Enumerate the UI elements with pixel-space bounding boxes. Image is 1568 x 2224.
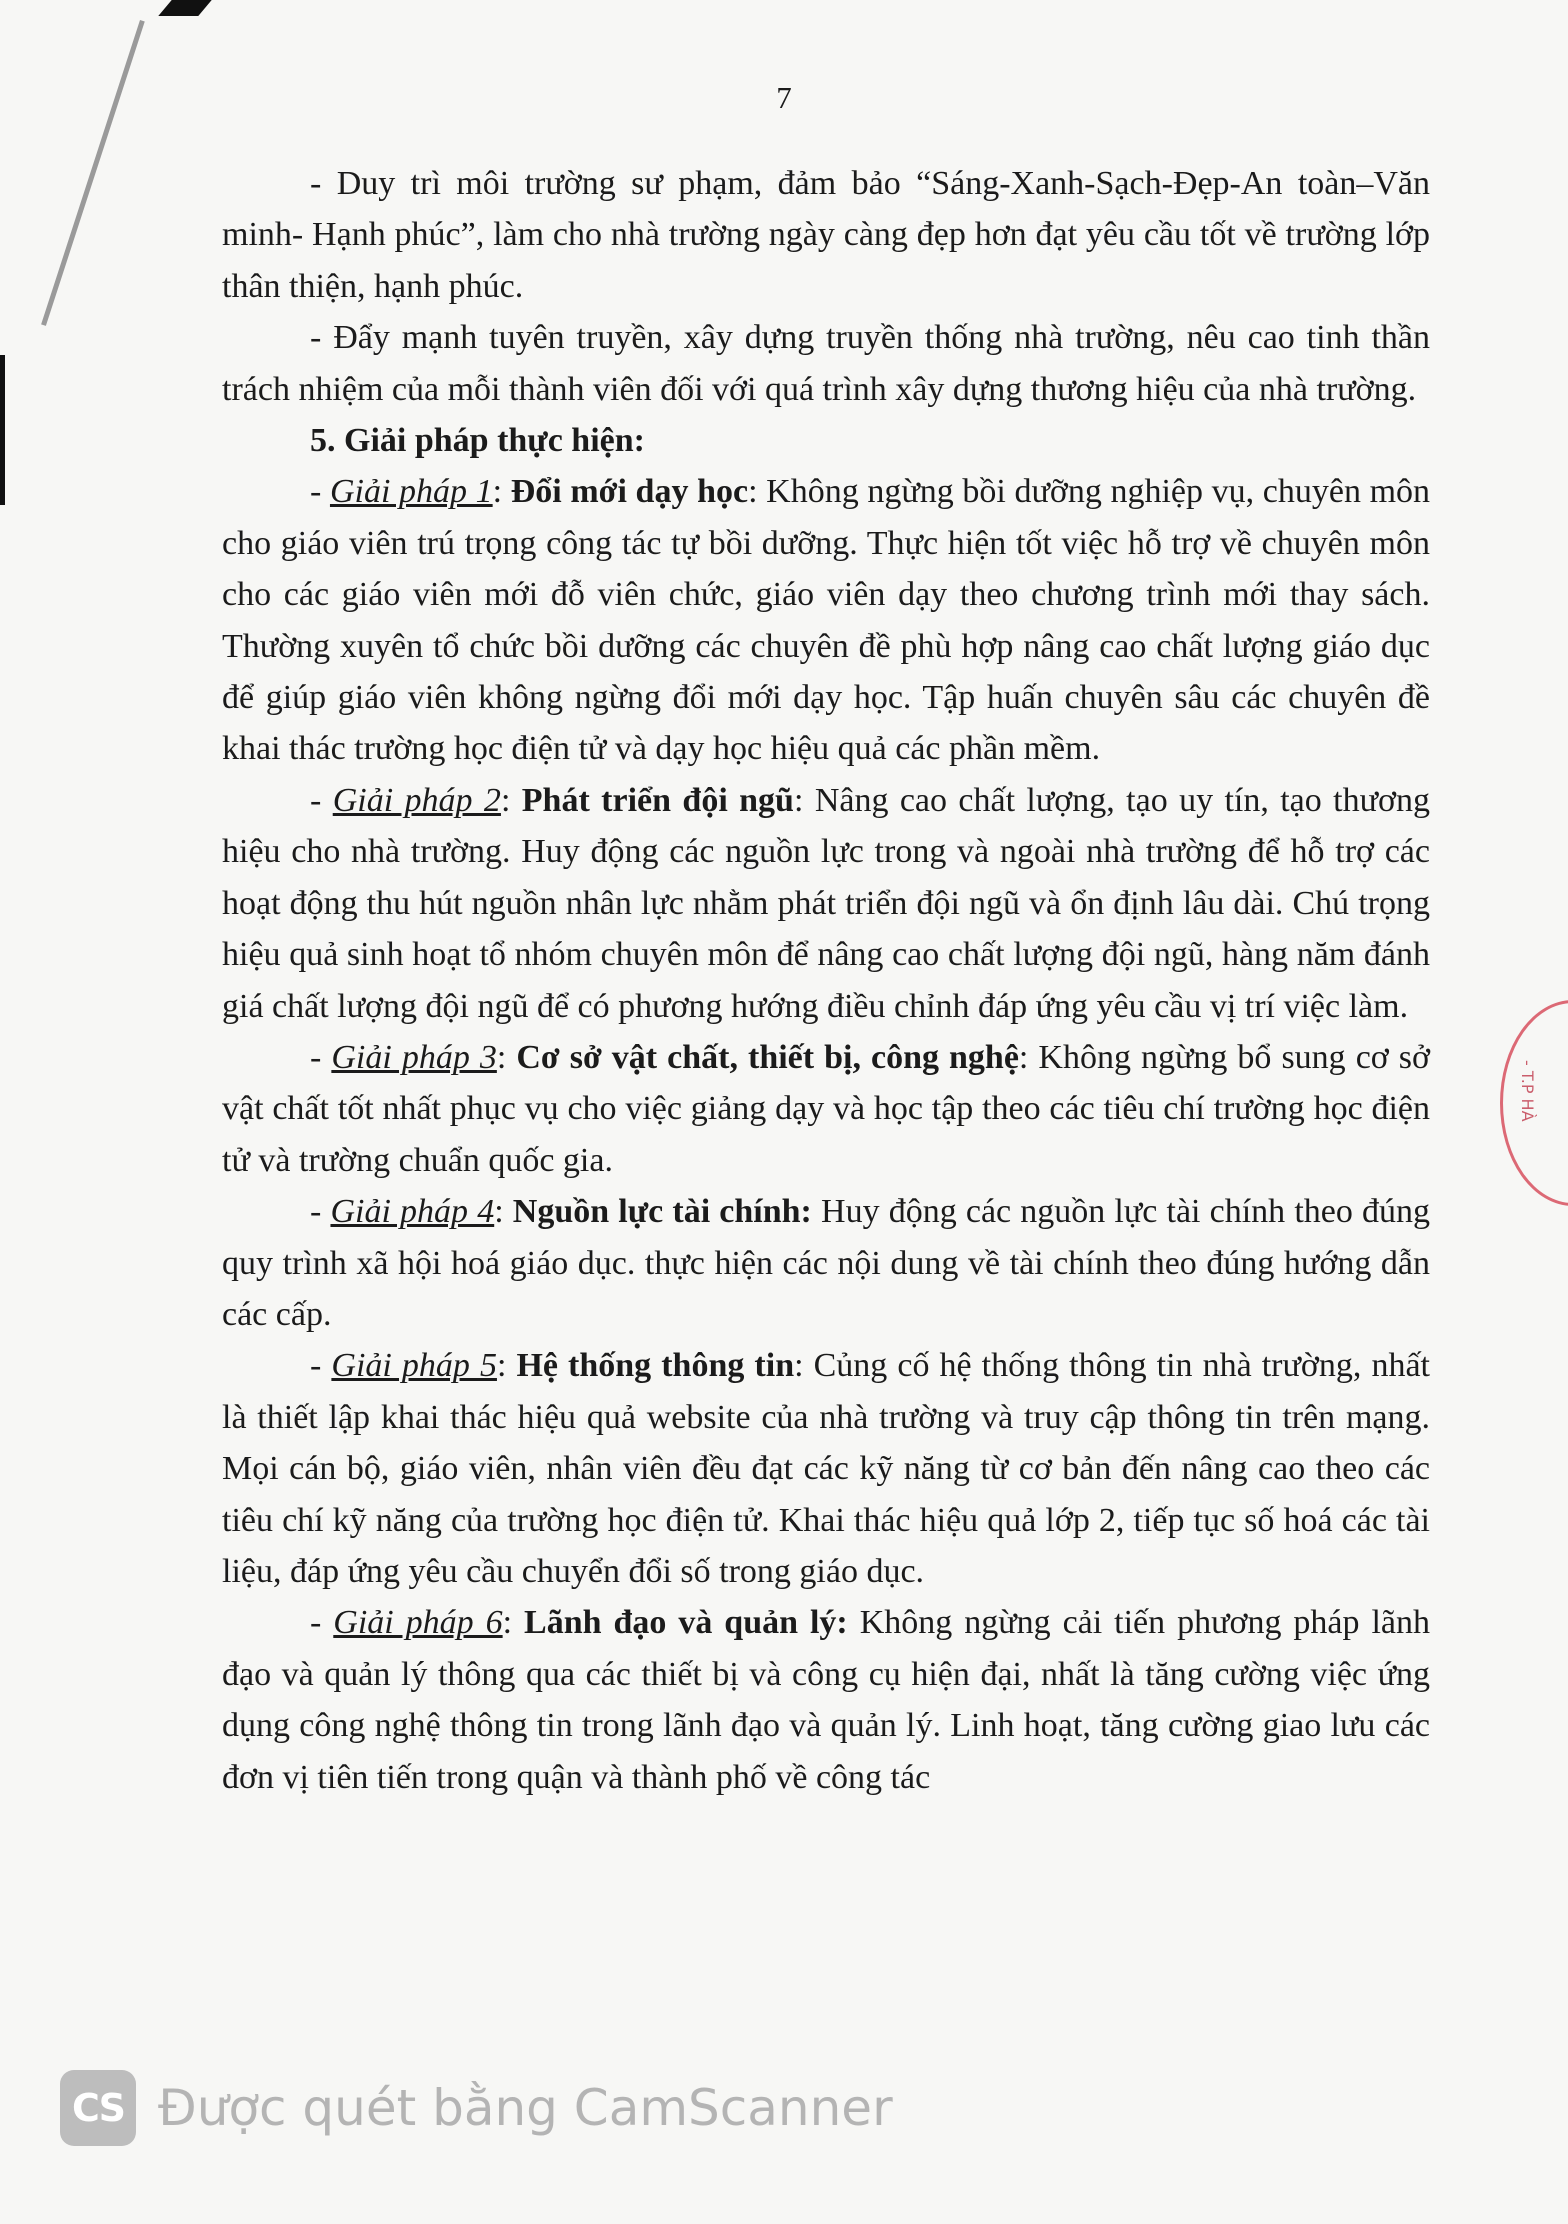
stamp-text: - T.P HÀ xyxy=(1518,1060,1537,1122)
solution-title: Lãnh đạo và quản lý: xyxy=(524,1604,848,1642)
solution-text: Không ngừng cải tiến phương pháp lãnh đạo và quản lý thông qua các thiết bị và công cụ hiện đại, nhất là tăng cường việc ứng dụng công nghệ thông tin trong lãnh đạo và quản lý. Linh hoạt, tăng cường giao lưu các đơn vị tiên tiến trong quận và thành phố về công tác xyxy=(222,1604,1431,1796)
section-heading: 5. Giải pháp thực hiện: xyxy=(310,422,645,460)
solution-paragraph: - Giải pháp 1: Đổi mới dạy học: Không ngừng bồi dưỡng nghiệp vụ, chuyên môn cho giáo viên trú trọng công tác tự bồi dưỡng. Thực hiện tốt việc hỗ trợ về chuyên môn cho các giáo viên mới đỗ viên chức, giáo viên dạy theo chương trình mới thay sách. Thường xuyên tổ chức bồi dưỡng các chuyên đề phù hợp nâng cao chất lượng giáo dục để giúp giáo viên không ngừng đổi mới dạy học. Tập huấn chuyên sâu các chuyên đề khai thác trường học điện tử và dạy học hiệu quả các phần mềm. xyxy=(222,473,1431,768)
solution-text: Không ngừng bồi dưỡng nghiệp vụ, chuyên môn cho giáo viên trú trọng công tác tự bồi dưỡng. Thực hiện tốt việc hỗ trợ về chuyên môn cho các giáo viên mới đỗ viên chức, giáo viên dạy theo chương trình mới thay sách. Thường xuyên tổ chức bồi dưỡng các chuyên đề phù hợp nâng cao chất lượng giáo dục để giúp giáo viên không ngừng đổi mới dạy học. Tập huấn chuyên sâu các chuyên đề khai thác trường học điện tử và dạy học hiệu quả các phần mềm. xyxy=(222,473,1431,768)
solution-paragraph: - Giải pháp 6: Lãnh đạo và quản lý: Không ngừng cải tiến phương pháp lãnh đạo và quản lý thông qua các thiết bị và công cụ hiện đại, nhất là tăng cường việc ứng dụng công nghệ thông tin trong lãnh đạo và quản lý. Linh hoạt, tăng cường giao lưu các đơn vị tiên tiến trong quận và thành phố về công tác xyxy=(222,1604,1431,1796)
solution-text: Củng cố hệ thống thông tin nhà trường, nhất là thiết lập khai thác hiệu quả website của nhà trường và truy cập thông tin trên mạng. Mọi cán bộ, giáo viên, nhân viên đều đạt các kỹ năng từ cơ bản đến nâng cao theo các tiêu chí kỹ năng của trường học điện tử. Khai thác hiệu quả lớp 2, tiếp tục số hoá các tài liệu, đáp ứng yêu cầu chuyển đổi số trong giáo dục. xyxy=(222,1347,1431,1590)
solution-label: Giải pháp 5 xyxy=(331,1347,497,1385)
document-body xyxy=(222,158,1430,1803)
solution-prefix: - xyxy=(310,1193,331,1231)
paragraph: - Duy trì môi trường sư phạm, đảm bảo “Sáng-Xanh-Sạch-Đẹp-An toàn–Văn minh- Hạnh phúc”, làm cho nhà trường ngày càng đẹp hơn đạt yêu cầu tốt về trường lớp thân thiện, hạnh phúc. xyxy=(222,165,1430,305)
solution-title: Nguồn lực tài chính: xyxy=(512,1193,812,1231)
solution-label: Giải pháp 3 xyxy=(331,1038,497,1076)
solution-label: Giải pháp 6 xyxy=(333,1604,503,1642)
scan-edge-bar-left xyxy=(0,355,5,505)
solution-paragraph: - Giải pháp 2: Phát triển đội ngũ: Nâng cao chất lượng, tạo uy tín, tạo thương hiệu cho nhà trường. Huy động các nguồn lực trong và ngoài nhà trường để hỗ trợ các hoạt động thu hút nguồn nhân lực nhằm phát triển đội ngũ và ổn định lâu dài. Chú trọng hiệu quả sinh hoạt tổ nhóm chuyên môn để nâng cao chất lượng đội ngũ, hàng năm đánh giá chất lượng đội ngũ để có phương hướng điều chỉnh đáp ứng yêu cầu vị trí việc làm. xyxy=(222,781,1431,1025)
solution-prefix: - xyxy=(310,473,330,511)
solution-prefix: - xyxy=(310,1038,332,1076)
watermark-text: Được quét bằng CamScanner xyxy=(158,2079,893,2137)
solution-title: Phát triển đội ngũ xyxy=(521,781,794,819)
solution-label: Giải pháp 4 xyxy=(330,1193,495,1231)
solution-prefix: - xyxy=(310,1347,332,1385)
solution-title: Đổi mới dạy học xyxy=(510,473,749,511)
solution-title: Cơ sở vật chất, thiết bị, công nghệ xyxy=(516,1038,1019,1076)
page-number: 7 xyxy=(776,80,792,115)
solution-prefix: - xyxy=(310,781,333,819)
solution-text: Nâng cao chất lượng, tạo uy tín, tạo thương hiệu cho nhà trường. Huy động các nguồn lực trong và ngoài nhà trường để hỗ trợ các hoạt động thu hút nguồn nhân lực nhằm phát triển đội ngũ và ổn định lâu dài. Chú trọng hiệu quả sinh hoạt tổ nhóm chuyên môn để nâng cao chất lượng đội ngũ, hàng năm đánh giá chất lượng đội ngũ để có phương hướng điều chỉnh đáp ứng yêu cầu vị trí việc làm. xyxy=(222,781,1431,1025)
scanner-watermark xyxy=(60,2070,893,2146)
solution-paragraph: - Giải pháp 4: Nguồn lực tài chính: Huy động các nguồn lực tài chính theo đúng quy trình xã hội hoá giáo dục. thực hiện các nội dung về tài chính theo đúng hướng dẫn các cấp. xyxy=(222,1193,1430,1333)
solution-paragraph: - Giải pháp 5: Hệ thống thông tin: Củng cố hệ thống thông tin nhà trường, nhất là thiết lập khai thác hiệu quả website của nhà trường và truy cập thông tin trên mạng. Mọi cán bộ, giáo viên, nhân viên đều đạt các kỹ năng từ cơ bản đến nâng cao theo các tiêu chí kỹ năng của trường học điện tử. Khai thác hiệu quả lớp 2, tiếp tục số hoá các tài liệu, đáp ứng yêu cầu chuyển đổi số trong giáo dục. xyxy=(222,1347,1431,1590)
solution-label: Giải pháp 1 xyxy=(329,473,493,511)
solution-label: Giải pháp 2 xyxy=(332,781,501,819)
scan-edge-mark-top xyxy=(158,0,211,16)
solution-prefix: - xyxy=(310,1604,334,1642)
paragraph: - Đẩy mạnh tuyên truyền, xây dựng truyền thống nhà trường, nêu cao tinh thần trách nhiệm của mỗi thành viên đối với quá trình xây dựng thương hiệu của nhà trường. xyxy=(222,319,1430,408)
scan-edge-line-left xyxy=(41,20,145,326)
solution-title: Hệ thống thông tin xyxy=(516,1347,795,1385)
solution-text: Huy động các nguồn lực tài chính theo đúng quy trình xã hội hoá giáo dục. thực hiện các nội dung về tài chính theo đúng hướng dẫn các cấp. xyxy=(222,1193,1430,1333)
camscanner-logo-icon: CS xyxy=(60,2070,136,2146)
solution-paragraph: - Giải pháp 3: Cơ sở vật chất, thiết bị, công nghệ: Không ngừng bổ sung cơ sở vật chất tốt nhất phục vụ cho việc giảng dạy và học tập theo các tiêu chí trường học điện tử và trường chuẩn quốc gia. xyxy=(222,1038,1430,1179)
solution-text: Không ngừng bổ sung cơ sở vật chất tốt nhất phục vụ cho việc giảng dạy và học tập theo các tiêu chí trường học điện tử và trường chuẩn quốc gia. xyxy=(222,1038,1430,1179)
